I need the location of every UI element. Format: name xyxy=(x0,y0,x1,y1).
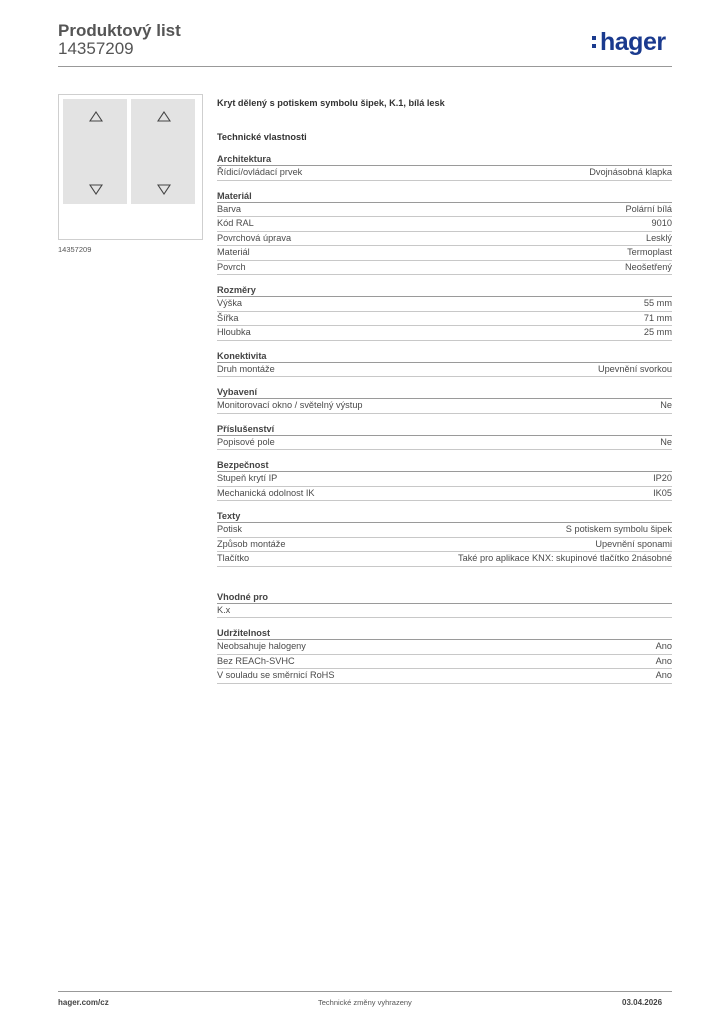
hager-logo xyxy=(592,28,666,57)
group-title: Konektivita xyxy=(217,350,672,363)
arrow-up-icon xyxy=(89,111,103,123)
spec-row xyxy=(217,166,672,181)
article-number: 14357209 xyxy=(58,39,134,58)
spec-value: Neošetřený xyxy=(625,261,672,272)
spec-group xyxy=(217,190,672,276)
arrow-down-icon xyxy=(89,183,103,195)
spec-label: Stupeň krytí IP xyxy=(217,473,278,483)
spec-value: Ano xyxy=(655,655,672,666)
spec-group xyxy=(217,591,672,619)
spec-row xyxy=(217,669,672,684)
spec-value: Ne xyxy=(660,400,672,410)
spec-label: Popisové pole xyxy=(217,436,275,447)
spec-label: Mechanická odolnost IK xyxy=(217,487,315,498)
image-caption: 14357209 xyxy=(58,245,92,254)
spec-value: Lesklý xyxy=(645,232,672,243)
spec-group xyxy=(217,284,672,341)
spec-row xyxy=(217,604,672,619)
spec-value: Upevnění svorkou xyxy=(597,363,672,374)
spec-value: Upevnění sponami xyxy=(595,538,672,549)
spec-value: Polární bílá xyxy=(625,203,672,214)
spec-row xyxy=(217,246,672,261)
header-divider xyxy=(58,66,672,67)
spec-row xyxy=(217,538,672,553)
spec-label: Kód RAL xyxy=(217,218,254,228)
spec-group xyxy=(217,350,672,378)
group-title: Příslušenství xyxy=(217,423,672,436)
spec-label: Monitorovací okno / světelný výstup xyxy=(217,400,363,410)
group-title: Materiál xyxy=(217,190,672,203)
logo-text: hager xyxy=(600,28,666,56)
group-title: Rozměry xyxy=(217,284,672,297)
spec-label: Povrch xyxy=(217,261,246,272)
spec-group xyxy=(217,510,672,567)
arrow-down-icon xyxy=(157,183,171,195)
spec-group xyxy=(217,423,672,451)
spec-label: K.x xyxy=(217,604,231,615)
spec-label: V souladu se směrnicí RoHS xyxy=(217,670,335,680)
product-name: Kryt dělený s potiskem symbolu šipek, K.1, bílá lesk xyxy=(217,98,445,108)
spec-value: Ano xyxy=(655,641,672,651)
spec-row xyxy=(217,640,672,655)
group-title: Vybavení xyxy=(217,386,672,399)
group-title: Vhodné pro xyxy=(217,591,672,604)
spec-value: 71 mm xyxy=(643,312,672,323)
arrow-up-icon xyxy=(157,111,171,123)
spec-value: Dvojnásobná klapka xyxy=(589,167,672,177)
spec-row xyxy=(217,487,672,502)
group-title: Architektura xyxy=(217,153,672,166)
tech-heading: Technické vlastnosti xyxy=(217,132,307,142)
spec-row xyxy=(217,472,672,487)
spec-label: Způsob montáže xyxy=(217,538,286,549)
spec-label: Bez REACh-SVHC xyxy=(217,655,295,666)
spec-row xyxy=(217,523,672,538)
spec-label: Povrchová úprava xyxy=(217,232,292,243)
page-title: Produktový list xyxy=(58,21,181,40)
spec-label: Druh montáže xyxy=(217,363,275,374)
spec-row xyxy=(217,655,672,670)
spec-value: 9010 xyxy=(651,218,672,228)
spec-group xyxy=(217,386,672,414)
spec-row xyxy=(217,363,672,378)
spec-group xyxy=(217,627,672,684)
logo-dots-icon xyxy=(592,34,598,49)
spec-row xyxy=(217,261,672,276)
specifications xyxy=(217,96,672,693)
spec-value: Ne xyxy=(660,436,672,447)
group-title: Bezpečnost xyxy=(217,459,672,472)
right-rocker xyxy=(131,99,195,204)
spec-value: Termoplast xyxy=(627,247,672,257)
spec-row xyxy=(217,399,672,414)
spec-label: Řídicí/ovládací prvek xyxy=(217,167,303,177)
spec-row xyxy=(217,326,672,341)
spec-label: Tlačítko xyxy=(217,553,250,563)
left-rocker xyxy=(63,99,127,204)
spec-label: Neobsahuje halogeny xyxy=(217,641,306,651)
group-title: Udržitelnost xyxy=(217,627,672,640)
spec-label: Hloubka xyxy=(217,327,251,337)
footer-website-link[interactable]: hager.com/cz xyxy=(58,998,109,1007)
spec-label: Barva xyxy=(217,203,242,214)
spec-row xyxy=(217,297,672,312)
spec-value: Také pro aplikace KNX: skupinové tlačítko 2násobné xyxy=(458,553,672,563)
spec-row xyxy=(217,552,672,567)
spec-label: Šířka xyxy=(217,312,239,323)
spec-row xyxy=(217,436,672,451)
spec-value: S potiskem symbolu šipek xyxy=(565,524,672,534)
spec-row xyxy=(217,203,672,218)
group-title: Texty xyxy=(217,510,672,523)
spec-label: Výška xyxy=(217,298,243,308)
spec-value: 25 mm xyxy=(643,327,672,337)
spec-value: IP20 xyxy=(653,473,672,483)
footer-divider xyxy=(58,991,672,992)
product-image xyxy=(58,94,203,240)
spec-value: IK05 xyxy=(653,487,672,498)
spec-label: Materiál xyxy=(217,247,250,257)
spec-row xyxy=(217,312,672,327)
spec-row xyxy=(217,217,672,232)
spec-group xyxy=(217,459,672,501)
spec-value: 55 mm xyxy=(643,298,672,308)
footer-date: 03.04.2026 xyxy=(622,998,663,1007)
spec-value: Ano xyxy=(655,670,672,680)
spec-group xyxy=(217,153,672,181)
spec-label: Potisk xyxy=(217,524,243,534)
spec-row xyxy=(217,232,672,247)
footer-notice: Technické změny vyhrazeny xyxy=(318,998,412,1007)
